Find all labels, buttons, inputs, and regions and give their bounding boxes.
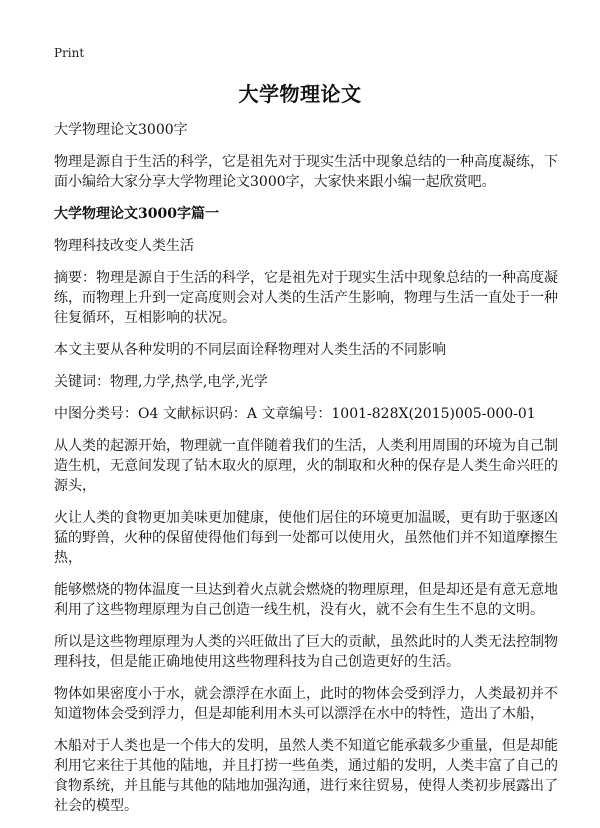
body-paragraph: 能够燃烧的物体温度一旦达到着火点就会燃烧的物理原理，但是却还是有意无意地利用了这些物理原理为自己创造一线生机，没有火，就不会有生生不息的文明。 <box>54 582 558 618</box>
article-title-paragraph: 物理科技改变人类生活 <box>54 238 194 254</box>
body-paragraph: 火让人类的食物更加美味更加健康，使他们居住的环境更加温暖，更有助于驱逐凶猛的野兽，火种的保留使得他们每到一处都可以使用火，虽然他们并不知道摩擦生热， <box>54 510 558 566</box>
abstract-paragraph: 摘要：物理是源自于生活的科学，它是祖先对于现实生活中现象总结的一种高度凝练，而物理上升到一定高度则会对人类的生活产生影响，物理与生活一直处于一种往复循环，互相影响的状况。 <box>54 270 558 326</box>
article-body <box>54 120 558 816</box>
body-paragraph: 从人类的起源开始，物理就一直伴随着我们的生活，人类利用周围的环境为自己制造生机，无意间发现了钻木取火的原理，火的制取和火种的保存是人类生命兴旺的源头， <box>54 438 558 494</box>
subtitle-paragraph: 大学物理论文3000字 <box>54 122 188 138</box>
body-paragraph: 木船对于人类也是一个伟大的发明，虽然人类不知道它能承载多少重量，但是却能利用它来往于其他的陆地，并且打捞一些鱼类，通过船的发明，人类丰富了自己的食物系统，并且能与其他的陆地加强沟通，进行来往贸易，使得人类初步展露出了社会的模型。 <box>54 738 558 814</box>
keywords-paragraph: 关键词：物理,力学,热学,电学,光学 <box>54 374 268 390</box>
body-paragraph: 物体如果密度小于水，就会漂浮在水面上，此时的物体会受到浮力，人类最初并不知道物体会受到浮力，但是却能利用木头可以漂浮在水中的特性，造出了木船， <box>54 686 558 722</box>
body-paragraph: 所以是这些物理原理为人类的兴旺做出了巨大的贡献，虽然此时的人类无法控制物理科技，但是能正确地使用这些物理科技为自己创造更好的生活。 <box>54 634 558 670</box>
classification-paragraph: 中图分类号：O4 文献标识码：A 文章编号：1001-828X(2015)005-000-01 <box>54 406 536 422</box>
intro-paragraph: 物理是源自于生活的科学，它是祖先对于现实生活中现象总结的一种高度凝练，下面小编给大家分享大学物理论文3000字，大家快来跟小编一起欣赏吧。 <box>54 154 558 190</box>
section-heading: 大学物理论文3000字篇一 <box>54 206 219 222</box>
page-title: 大学物理论文 <box>238 82 362 106</box>
print-link[interactable]: Print <box>54 46 85 60</box>
scope-paragraph: 本文主要从各种发明的不同层面诠释物理对人类生活的不同影响 <box>54 342 446 358</box>
